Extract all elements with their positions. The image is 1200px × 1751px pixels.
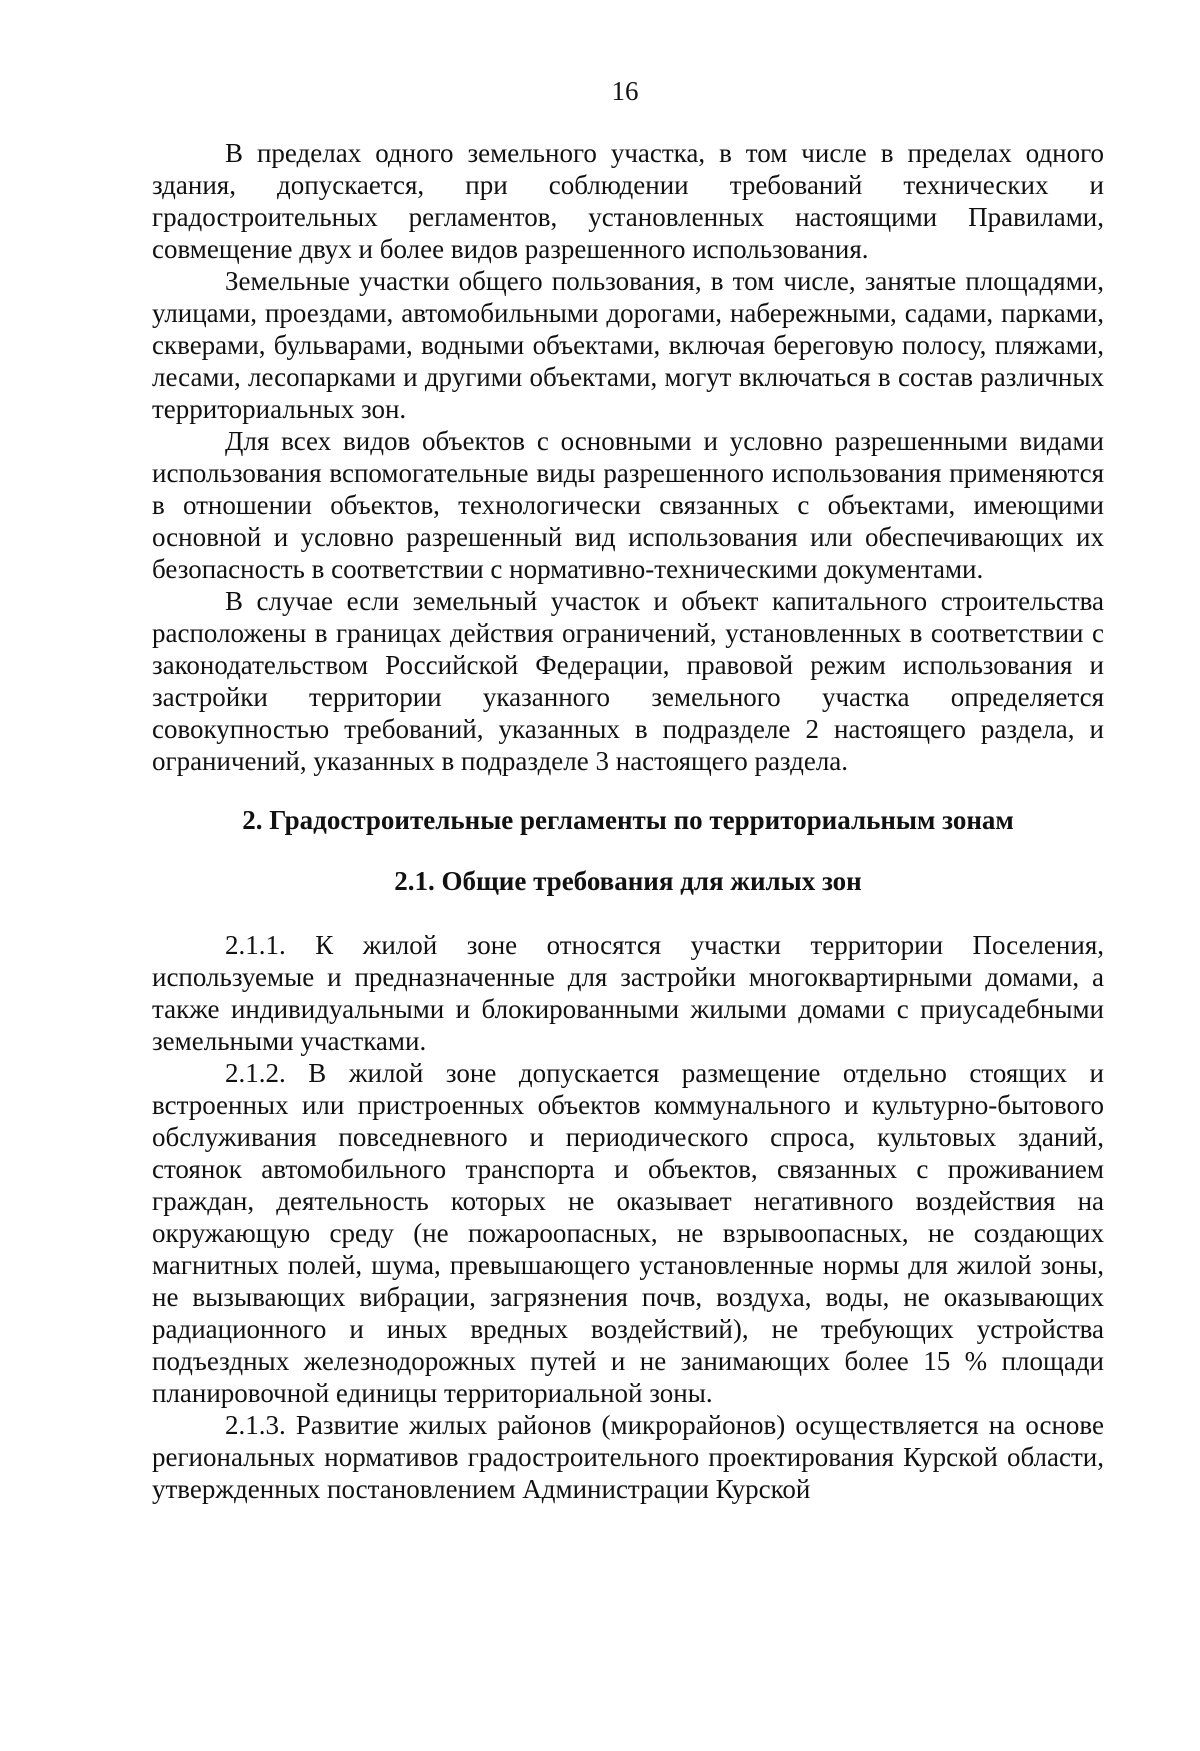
paragraph-2-1-3: 2.1.3. Развитие жилых районов (микрорайонов) осуществляется на основе региональных нормативов градостроительного проектирования Курской области, утвержденных постановлением Администрации Курской: [152, 1410, 1104, 1504]
paragraph-2-1-1: 2.1.1. К жилой зоне относятся участки территории Поселения, используемые и предназначенные для застройки многоквартирными домами, а также индивидуальными и блокированными жилыми домами с приусадебными земельными участками.: [152, 930, 1104, 1056]
paragraph-auxiliary-use: Для всех видов объектов с основными и условно разрешенными видами использования вспомогательные виды разрешенного использования применяются в отношении объектов, технологически связанных с объектами, имеющими основной и условно разрешенный вид использования или обеспечивающих их безопасность в соответствии с нормативно-техническими документами.: [152, 426, 1104, 584]
document-body: [152, 137, 1104, 1505]
paragraph-restrictions: В случае если земельный участок и объект капитального строительства расположены в границах действия ограничений, установленных в соответствии с законодательством Российской Федерации, правовой режим использования и застройки территории указанного земельного участка определяется совокупностью требований, указанных в подразделе 2 настоящего раздела, и ограничений, указанных в подразделе 3 настоящего раздела.: [152, 586, 1104, 776]
page-number: 16: [611, 76, 639, 106]
paragraph-2-1-2: 2.1.2. В жилой зоне допускается размещение отдельно стоящих и встроенных или пристроенных объектов коммунального и культурно-бытового обслуживания повседневного и периодического спроса, культовых зданий, стоянок автомобильного транспорта и объектов, связанных с проживанием граждан, деятельность которых не оказывает негативного воздействия на окружающую среду (не пожароопасных, не взрывоопасных, не создающих магнитных полей, шума, превышающего установленные нормы для жилой зоны, не вызывающих вибрации, загрязнения почв, воздуха, воды, не оказывающих радиационного и иных вредных воздействий), не требующих устройства подъездных железнодорожных путей и не занимающих более 15 % площади планировочной единицы территориальной зоны.: [152, 1058, 1104, 1408]
subsection-heading: 2.1. Общие требования для жилых зон: [394, 866, 862, 896]
section-heading: 2. Градостроительные регламенты по территориальным зонам: [242, 805, 1014, 835]
paragraph-public-land: Земельные участки общего пользования, в том числе, занятые площадями, улицами, проездами, автомобильными дорогами, набережными, садами, парками, скверами, бульварами, водными объектами, включая береговую полосу, пляжами, лесами, лесопарками и другими объектами, могут включаться в состав различных территориальных зон.: [152, 266, 1104, 424]
paragraph-combined-use: В пределах одного земельного участка, в том числе в пределах одного здания, допускается, при соблюдении требований технических и градостроительных регламентов, установленных настоящими Правилами, совмещение двух и более видов разрешенного использования.: [152, 138, 1104, 264]
